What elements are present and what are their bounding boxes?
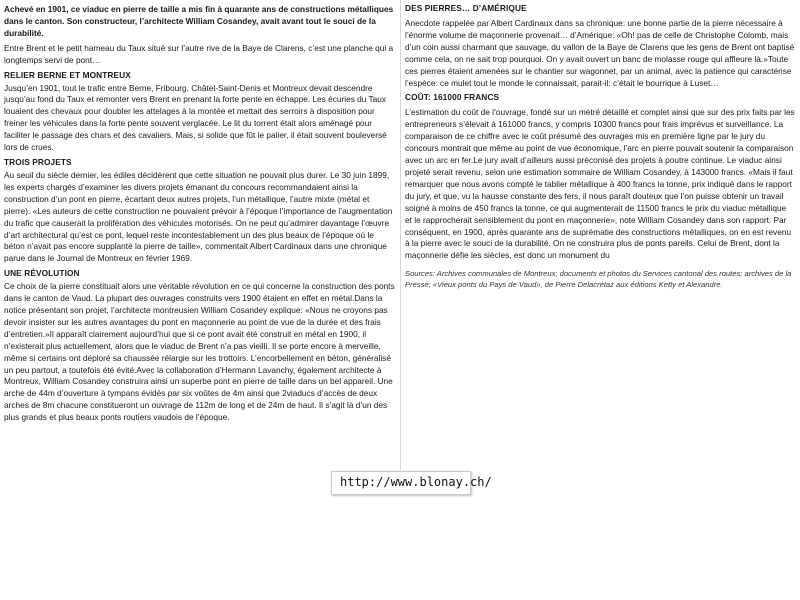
article-lead: Achevé en 1901, ce viaduc en pierre de taille a mis fin à quarante ans de constructions métalliques dans le canton. Son constructeur, l’architecte William Cosandey, avait avant tout le souci de la durabilité. (4, 4, 394, 38)
sources-note: Sources: Archives communales de Montreux; documents et photos du Services cantonal des routes; archives de la Presse; «Vieux ponts du Pays de Vaud», de Pierre Delacrétaz aux éditions Ketty et Alexandre. (405, 269, 792, 289)
section-heading-des-pierres: DES PIERRES… D’AMÉRIQUE (405, 3, 527, 13)
section-text-une-revolution: Ce choix de la pierre constituait alors une véritable révolution en ce qui concerne la construction des ponts dans le canton de Vaud. La plupart des ouvrages construits vers 1900 étaient en effet en métal.Dans la notice présentant son projet, l’architecte montreusien William Cosandey explique: «Nous ne croyons pas devoir insister sur les autres avantages du pont en maçonnerie au point de vue de la durée et des frais d’entretien.»Il apparaît clairement aujourd’hui que si ce pont avait été construit en métal en 1900, il n’existerait plus actuellement, alors que le viaduc de Brent n’a pas vieilli. Il se porte encore à merveille, même si certains ont déploré sa chaussée rélargie sur les trottoirs. L’encorbellement en béton, généralisé un peu partout, a toutefois été évité.Avec la collaboration d’Hermann Lavanchy, également architecte à Montreux, William Cosandey construira ainsi un superbe pont en pierre de taille dans un bel appareil. Une arche de 44m d’ouverture à tympans évidés par six voûtes de 4m ainsi que 2viaducs d’accès de deux arches de 8m chacune constitueront un ouvrage de 112m de long et de 24m de haut. Il s’agit là d’un des plus grands et plus beaux ponts routiers vaudois de l’époque. (4, 281, 395, 423)
section-heading-trois-projets: TROIS PROJETS (4, 156, 72, 167)
section-heading-relier-berne: RELIER BERNE ET MONTREUX (4, 69, 131, 80)
section-text-des-pierres: Anecdote rappelée par Albert Cardinaux dans sa chronique: une bonne partie de la pierre nécessaire à l’énorme volume de maçonnerie provenait… d’Amérique: «Oh! pas de celle de Christophe Colomb, mais d’un coin aussi charmant que sauvage, du vallon de la Baye de Clarens que les gens de Brent ont baptisé comme cela, on ne sait trop pourquoi. On y avait ouvert un banc de molasse rouge qui affleure là.»Toute ces pierres étaient amenées sur le chantier sur wagonnet, par un animal, avec la patience qui caractérise l’espèce: ce mulet tout le monde le connaissait, parait-il: c’était le bourrique à Luset… (405, 18, 795, 88)
right-column (405, 0, 795, 290)
url-link[interactable]: http://www.blonay.ch/ (340, 475, 492, 489)
section-text-trois-projets: Au seuil du siècle dernier, les édiles décidèrent que cette situation ne pouvait plus durer. Le 30 juin 1899, les experts chargés d’examiner les divers projets émanant du concours recommandaient ainsi la construction d’un pont en pierre, écartant deux autres projets, l’un métallique, l’autre mixte (métal et pierre). «Les auteurs de cette construction ne pouvaient prévoir à l’époque l’importance de l’augmentation du trafic que causerait la prolifération des véhicules motorisés. On ne peut qu’admirer davantage l’œuvre d’art architectural qu’est ce pont, lequel reste incontestablement un des plus beaux de l’époque où le béton n’avait pas encore supplanté la pierre de taille», commentait Albert Cardinaux dans une chronique parue dans le Journal de Montreux en février 1969. (4, 169, 393, 264)
section-heading-cout: COÛT: 161000 FRANCS (405, 92, 500, 103)
left-column (4, 0, 396, 424)
url-box[interactable] (331, 471, 492, 495)
section-text-relier-berne: Jusqu’en 1901, tout le trafic entre Berne, Fribourg, Châtel-Saint-Denis et Montreux devait descendre jusqu’au fond du Taux et remonter vers Brent en prenant la forte pente en échappe. Les écuries du Taux louaient des chevaux pour doubler les attelages à la montée et mettait des serroirs à disposition pour freiner les véhicules dans la forte pente souvent verglacée. Le lit du torrent était alors aménagé pour faciliter le passage des chars et des cavaliers. Mais, si solide que fût le palier, il était souvent bouleversé lors de crues. (4, 82, 387, 153)
section-heading-une-revolution: UNE RÉVOLUTION (4, 268, 80, 279)
article-intro: Entre Brent et le petit hameau du Taux situé sur l’autre rive de la Baye de Clarens, c’est une planche qui a longtemps servi de pont… (4, 42, 394, 65)
section-text-cout: L’estimation du coût de l’ouvrage, fondé sur un métré détaillé et complet ainsi que sur des prix faits par les entrepreneurs s’élevait à 161000 francs, y compris 10300 francs pour frais imprévus et surveillance. La comparaison de ce chiffre avec le coût présumé des ouvrages mis en première ligne par le jury du concours montrait que même au point de vue économique, l’arc en pierre pouvait soutenir la comparaison avec un arc en fer.Le jury avait d’ailleurs aussi préconisé des projets à poutre continue. Le viaduc ainsi projeté serait revenu, selon une estimation sommaire de William Cosandey, à 143000 francs. «Mais il faut remarquer que nous avons compté le tablier métallique à 400 francs la tonne, prix indiqué dans le rapport du jury, et que, vu la hausse constante des fers, il nous paraît douteux que l’on puisse obtenir un travail soigné à moins de 450 francs la tonne, ce qui augmenterait de 11500 francs le prix du viaduc métallique et le rapprocherait sensiblement du pont en maçonnerie», note William Cosandey dans son rapport. Par conséquent, en 1900, après quarante ans de suprématie des constructions métalliques, on en est revenu à la pierre avec le souci de la durabilité. On ne construira plus de ponts pareils. Celui de Brent, dont la maçonnerie défie les siècles, est donc un monument du (405, 107, 795, 261)
column-divider (400, 0, 401, 470)
